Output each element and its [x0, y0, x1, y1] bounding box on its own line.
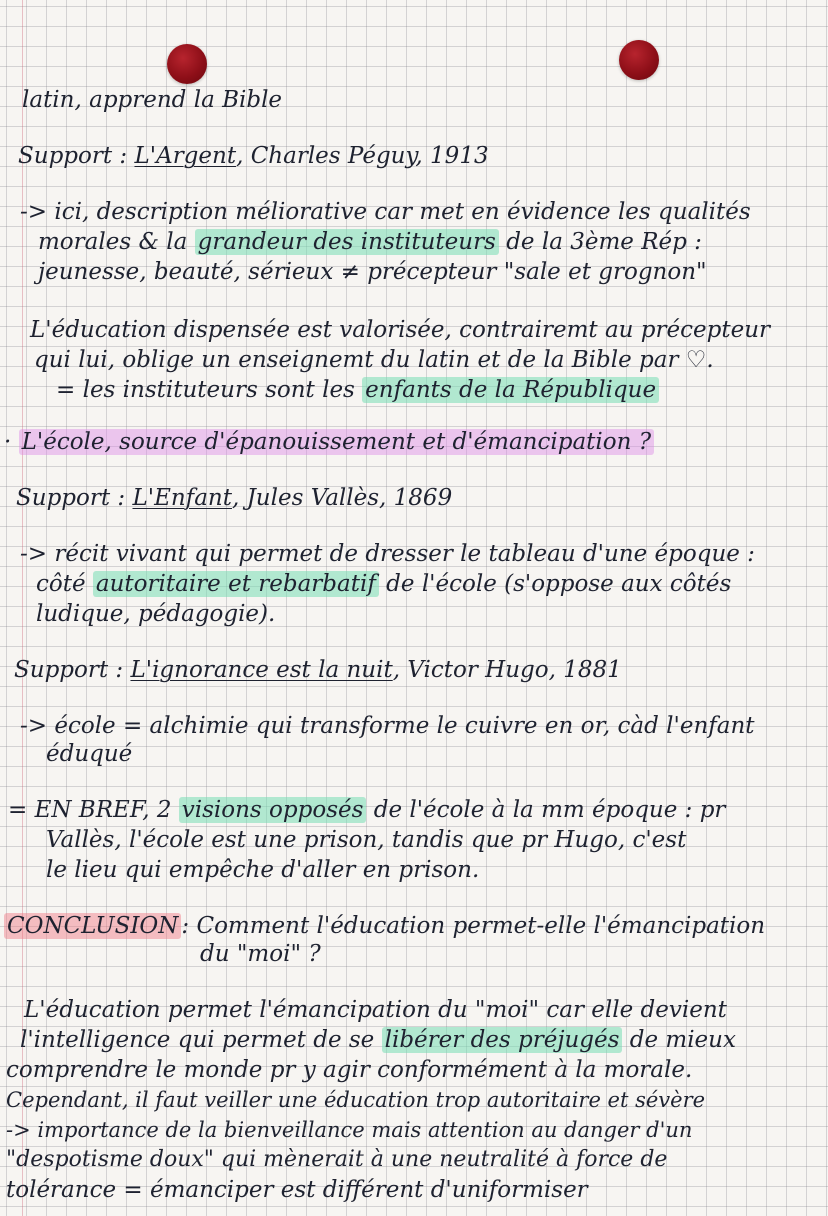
text: de l'école (s'oppose aux côtés	[386, 571, 732, 597]
text: L'éducation permet l'émancipation du "moi" car elle devient	[24, 997, 727, 1023]
note-line-25	[6, 1086, 705, 1114]
text: ludique, pédagogie).	[36, 601, 276, 627]
text: : Comment l'éducation permet-elle l'émancipation	[181, 913, 766, 939]
note-line-27	[6, 1146, 667, 1174]
text: l'intelligence qui permet de se	[20, 1027, 375, 1053]
text: comprendre le monde pr y agir conformément à la morale.	[6, 1057, 693, 1083]
support-label: Support :	[16, 485, 126, 511]
note-line-24	[6, 1056, 692, 1084]
support-label: Support :	[14, 657, 124, 683]
support-valles	[16, 484, 452, 512]
text: jeunesse, beauté, sérieux ≠ précepteur "sale et grognon"	[38, 259, 707, 285]
note-line-12	[36, 570, 731, 598]
highlight-green: grandeur des instituteurs	[195, 229, 499, 255]
text: -> ici, description méliorative car met en évidence les qualités	[20, 199, 751, 225]
text: de l'école à la mm époque : pr	[373, 797, 726, 823]
text: qui lui, oblige un enseignemt du latin et de la Bible par ♡.	[34, 347, 714, 373]
punch-hole-left	[167, 44, 207, 84]
text: tolérance = émanciper est différent d'uniformiser	[6, 1177, 588, 1203]
note-line-3	[20, 198, 751, 226]
work-title: L'ignorance est la nuit	[130, 657, 393, 683]
punch-hole-right	[619, 40, 659, 80]
text: "despotisme doux" qui mènerait à une neutralité à force de	[6, 1147, 668, 1172]
note-line-16	[46, 740, 132, 768]
text: -> récit vivant qui permet de dresser le tableau d'une époque :	[20, 541, 755, 567]
conclusion-heading	[4, 912, 765, 940]
support-label: Support :	[18, 143, 128, 169]
highlight-green: autoritaire et rebarbatif	[93, 571, 379, 597]
note-line-26	[6, 1116, 692, 1144]
text: -> école = alchimie qui transforme le cuivre en or, càd l'enfant	[20, 713, 755, 739]
text: morales & la	[38, 229, 188, 255]
text: = les instituteurs sont les	[56, 377, 355, 403]
note-line-17	[8, 796, 725, 824]
note-line-22	[24, 996, 727, 1024]
note-line-11	[20, 540, 755, 568]
note-line-1	[22, 86, 282, 114]
work-author: , Charles Péguy, 1913	[236, 143, 489, 169]
support-peguy	[18, 142, 489, 170]
text: L'éducation dispensée est valorisée, contrairemt au précepteur	[30, 317, 771, 343]
work-author: , Victor Hugo, 1881	[392, 657, 622, 683]
highlight-pink: L'école, source d'épanouissement et d'émancipation ?	[19, 429, 654, 455]
text: éduqué	[46, 741, 133, 767]
text: de mieux	[629, 1027, 736, 1053]
support-hugo	[14, 656, 622, 684]
highlight-green: enfants de la République	[362, 377, 659, 403]
note-line-13	[36, 600, 275, 628]
note-line-23	[20, 1026, 736, 1054]
note-line-19	[46, 856, 479, 884]
note-line-18	[46, 826, 686, 854]
text: de la 3ème Rép :	[506, 229, 702, 255]
work-title: L'Enfant	[132, 485, 232, 511]
text: côté	[36, 571, 86, 597]
text: = EN BREF, 2	[8, 797, 172, 823]
note-line-15	[20, 712, 755, 740]
text: Cependant, il faut veiller une éducation trop autoritaire et sévère	[6, 1088, 706, 1112]
section-heading	[4, 428, 654, 456]
note-line-21	[200, 940, 321, 968]
highlight-red: CONCLUSION	[4, 913, 181, 939]
highlight-green: visions opposés	[179, 797, 367, 823]
work-title: L'Argent	[134, 143, 237, 169]
text: du "moi" ?	[200, 941, 321, 967]
highlight-green: libérer des préjugés	[382, 1027, 623, 1053]
text: -> importance de la bienveillance mais attention au danger d'un	[6, 1118, 693, 1142]
note-line-7	[34, 346, 714, 374]
note-line-4	[38, 228, 702, 256]
note-line-8	[56, 376, 659, 404]
bullet: ·	[4, 429, 12, 455]
text: Vallès, l'école est une prison, tandis que pr Hugo, c'est	[46, 827, 687, 853]
note-line-28	[6, 1176, 588, 1204]
text: latin, apprend la Bible	[22, 87, 283, 113]
work-author: , Jules Vallès, 1869	[231, 485, 453, 511]
note-line-5	[38, 258, 707, 286]
text: le lieu qui empêche d'aller en prison.	[46, 857, 480, 883]
note-line-6	[30, 316, 770, 344]
